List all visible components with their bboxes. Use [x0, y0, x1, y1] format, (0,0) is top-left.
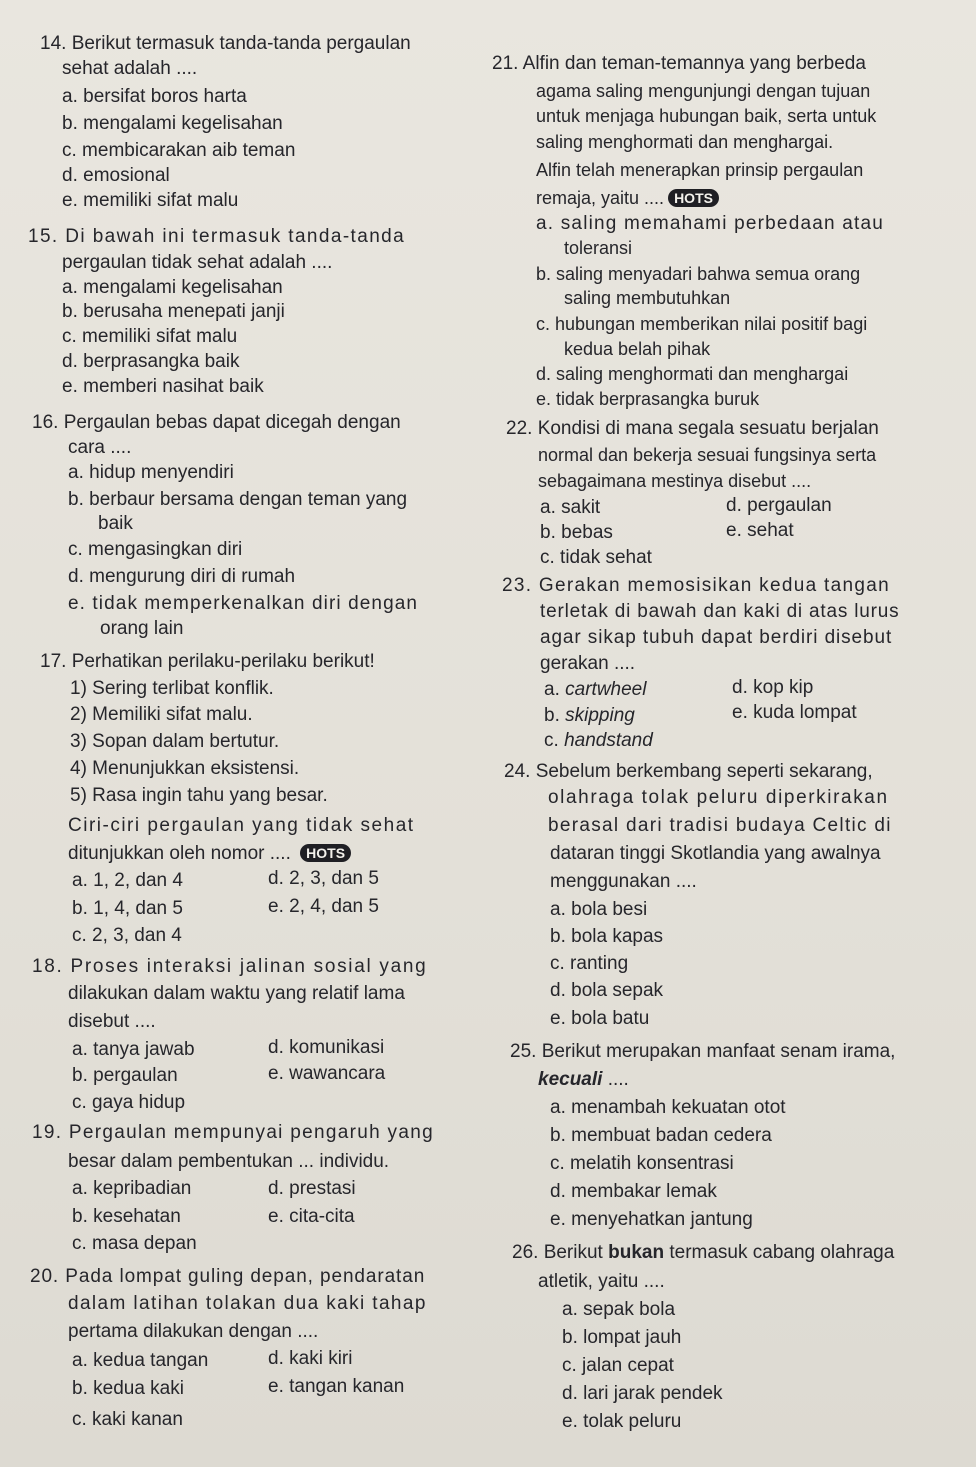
- q18-stem-line3: disebut ....: [68, 1011, 156, 1032]
- q21-stem-line6: remaja, yaitu .... HOTS: [536, 186, 719, 210]
- q23-option-a: a. cartwheel: [544, 679, 647, 700]
- q18-option-e: e. wawancara: [268, 1063, 386, 1084]
- q22-stem-line2: normal dan bekerja sesuai fungsinya serta: [538, 445, 877, 465]
- q24-stem-line5: menggunakan ....: [550, 871, 697, 892]
- q17-question-line2: ditunjukkan oleh nomor .... HOTS: [68, 842, 351, 866]
- q24-option-b: b. bola kapas: [550, 926, 664, 947]
- q22-option-a: a. sakit: [540, 497, 601, 518]
- q20-option-d: d. kaki kiri: [268, 1348, 353, 1369]
- q26-option-c: c. jalan cepat: [562, 1355, 674, 1376]
- q17-option-a: a. 1, 2, dan 4: [72, 870, 183, 891]
- q25-stem-line1: 25. Berikut merupakan manfaat senam irama,: [510, 1041, 896, 1062]
- q16-option-e: e. tidak memperkenalkan diri dengan: [68, 593, 419, 614]
- q21-option-e: e. tidak berprasangka buruk: [536, 389, 760, 409]
- q20-option-c: c. kaki kanan: [72, 1409, 183, 1430]
- q17-item-1: 1) Sering terlibat konflik.: [70, 678, 274, 699]
- q17-question-line1: Ciri-ciri pergaulan yang tidak sehat: [68, 815, 415, 836]
- q14-stem-line1: 14. Berikut termasuk tanda-tanda pergaulan: [40, 33, 411, 54]
- q17-item-5: 5) Rasa ingin tahu yang besar.: [70, 785, 328, 806]
- q23-option-d: d. kop kip: [732, 677, 814, 698]
- q21-option-c-cont: kedua belah pihak: [564, 339, 711, 359]
- q19-stem-line1: 19. Pergaulan mempunyai pengaruh yang: [32, 1122, 434, 1143]
- q18-stem-line2: dilakukan dalam waktu yang relatif lama: [68, 983, 405, 1004]
- q18-stem-line1: 18. Proses interaksi jalinan sosial yang: [32, 956, 428, 977]
- q16-option-b-cont: baik: [98, 513, 133, 534]
- q26-stem-line1: 26. Berikut bukan termasuk cabang olahraga: [512, 1242, 895, 1263]
- q25-option-b: b. membuat badan cedera: [550, 1125, 772, 1146]
- q20-stem-line1: 20. Pada lompat guling depan, pendaratan: [30, 1266, 426, 1287]
- q16-stem-line2: cara ....: [68, 437, 132, 458]
- q21-stem-line4: saling menghormati dan menghargai.: [536, 132, 834, 152]
- q26-stem-line2: atletik, yaitu ....: [538, 1271, 665, 1292]
- q16-option-a: a. hidup menyendiri: [68, 462, 234, 483]
- q21-option-c: c. hubungan memberikan nilai positif bagi: [536, 314, 868, 334]
- q21-option-b-cont: saling membutuhkan: [564, 288, 731, 308]
- hots-badge: HOTS: [668, 189, 719, 207]
- q25-option-d: d. membakar lemak: [550, 1181, 717, 1202]
- q21-stem-line5: Alfin telah menerapkan prinsip pergaulan: [536, 160, 864, 180]
- q16-option-c: c. mengasingkan diri: [68, 539, 243, 560]
- q26-option-e: e. tolak peluru: [562, 1411, 682, 1432]
- q18-option-b: b. pergaulan: [72, 1065, 178, 1086]
- q25-stem-line2: kecuali ....: [538, 1069, 629, 1090]
- q24-option-a: a. bola besi: [550, 899, 648, 920]
- q17-option-e: e. 2, 4, dan 5: [268, 896, 379, 917]
- q19-option-d: d. prestasi: [268, 1178, 356, 1199]
- q20-option-e: e. tangan kanan: [268, 1376, 405, 1397]
- q20-stem-line2: dalam latihan tolakan dua kaki tahap: [68, 1293, 427, 1314]
- q20-option-b: b. kedua kaki: [72, 1378, 184, 1399]
- q15-option-e: e. memberi nasihat baik: [62, 376, 264, 397]
- q14-option-b: b. mengalami kegelisahan: [62, 113, 283, 134]
- q23-stem-line3: agar sikap tubuh dapat berdiri disebut: [540, 627, 893, 648]
- q25-option-c: c. melatih konsentrasi: [550, 1153, 734, 1174]
- q23-stem-line1: 23. Gerakan memosisikan kedua tangan: [502, 575, 890, 596]
- q23-stem-line2: terletak di bawah dan kaki di atas lurus: [540, 601, 900, 622]
- q21-stem-line3: untuk menjaga hubungan baik, serta untuk: [536, 106, 877, 126]
- q15-option-c: c. memiliki sifat malu: [62, 326, 238, 347]
- q21-option-a: a. saling memahami perbedaan atau: [536, 213, 885, 234]
- q17-option-b: b. 1, 4, dan 5: [72, 898, 183, 919]
- q24-option-c: c. ranting: [550, 953, 629, 974]
- q14-option-d: d. emosional: [62, 165, 170, 186]
- hots-badge: HOTS: [300, 844, 351, 862]
- q24-option-e: e. bola batu: [550, 1008, 650, 1029]
- q18-option-a: a. tanya jawab: [72, 1039, 195, 1060]
- q20-stem-line3: pertama dilakukan dengan ....: [68, 1321, 319, 1342]
- q16-option-e-cont: orang lain: [100, 618, 184, 639]
- q23-option-e: e. kuda lompat: [732, 702, 857, 723]
- q22-option-d: d. pergaulan: [726, 495, 832, 516]
- q24-stem-line4: dataran tinggi Skotlandia yang awalnya: [550, 843, 881, 864]
- q24-stem-line2: olahraga tolak peluru diperkirakan: [548, 787, 889, 808]
- q16-option-b: b. berbaur bersama dengan teman yang: [68, 489, 408, 510]
- q26-option-b: b. lompat jauh: [562, 1327, 682, 1348]
- q17-stem: 17. Perhatikan perilaku-perilaku berikut!: [40, 651, 375, 672]
- q14-option-c: c. membicarakan aib teman: [62, 140, 296, 161]
- q21-option-a-cont: toleransi: [564, 238, 633, 258]
- q22-option-c: c. tidak sehat: [540, 547, 652, 568]
- q22-stem-line3: sebagaimana mestinya disebut ....: [538, 471, 812, 491]
- q14-stem-line2: sehat adalah ....: [62, 58, 198, 79]
- q17-option-d: d. 2, 3, dan 5: [268, 868, 379, 889]
- q18-option-c: c. gaya hidup: [72, 1092, 186, 1113]
- q22-stem-line1: 22. Kondisi di mana segala sesuatu berjalan: [506, 418, 879, 439]
- q26-option-d: d. lari jarak pendek: [562, 1383, 723, 1404]
- q17-option-c: c. 2, 3, dan 4: [72, 925, 182, 946]
- q25-option-e: e. menyehatkan jantung: [550, 1209, 753, 1230]
- q22-option-e: e. sehat: [726, 520, 794, 541]
- q18-option-d: d. komunikasi: [268, 1037, 385, 1058]
- q16-option-d: d. mengurung diri di rumah: [68, 566, 296, 587]
- q17-item-3: 3) Sopan dalam bertutur.: [70, 731, 280, 752]
- q17-item-4: 4) Menunjukkan eksistensi.: [70, 758, 300, 779]
- q25-option-a: a. menambah kekuatan otot: [550, 1097, 786, 1118]
- q19-option-e: e. cita-cita: [268, 1206, 355, 1227]
- q15-stem-line2: pergaulan tidak sehat adalah ....: [62, 252, 333, 273]
- q14-option-e: e. memiliki sifat malu: [62, 190, 239, 211]
- q23-option-c: c. handstand: [544, 730, 653, 751]
- q26-option-a: a. sepak bola: [562, 1299, 676, 1320]
- q23-option-b: b. skipping: [544, 705, 635, 726]
- q19-option-a: a. kepribadian: [72, 1178, 192, 1199]
- q16-stem-line1: 16. Pergaulan bebas dapat dicegah dengan: [32, 412, 401, 433]
- q24-stem-line1: 24. Sebelum berkembang seperti sekarang,: [504, 761, 873, 782]
- q17-item-2: 2) Memiliki sifat malu.: [70, 704, 253, 725]
- q19-option-c: c. masa depan: [72, 1233, 197, 1254]
- q15-option-b: b. berusaha menepati janji: [62, 301, 285, 322]
- q21-option-b: b. saling menyadari bahwa semua orang: [536, 264, 861, 284]
- q15-option-a: a. mengalami kegelisahan: [62, 277, 283, 298]
- q24-option-d: d. bola sepak: [550, 980, 664, 1001]
- q20-option-a: a. kedua tangan: [72, 1350, 209, 1371]
- q23-stem-line4: gerakan ....: [540, 653, 636, 674]
- q15-stem-line1: 15. Di bawah ini termasuk tanda-tanda: [28, 226, 406, 247]
- q21-option-d: d. saling menghormati dan menghargai: [536, 364, 849, 384]
- q19-option-b: b. kesehatan: [72, 1206, 181, 1227]
- q21-stem-line2: agama saling mengunjungi dengan tujuan: [536, 81, 871, 101]
- q15-option-d: d. berprasangka baik: [62, 351, 240, 372]
- q19-stem-line2: besar dalam pembentukan ... individu.: [68, 1151, 390, 1172]
- q14-option-a: a. bersifat boros harta: [62, 86, 247, 107]
- q21-stem-line1: 21. Alfin dan teman-temannya yang berbeda: [492, 53, 866, 74]
- q22-option-b: b. bebas: [540, 522, 613, 543]
- q24-stem-line3: berasal dari tradisi budaya Celtic di: [548, 815, 892, 836]
